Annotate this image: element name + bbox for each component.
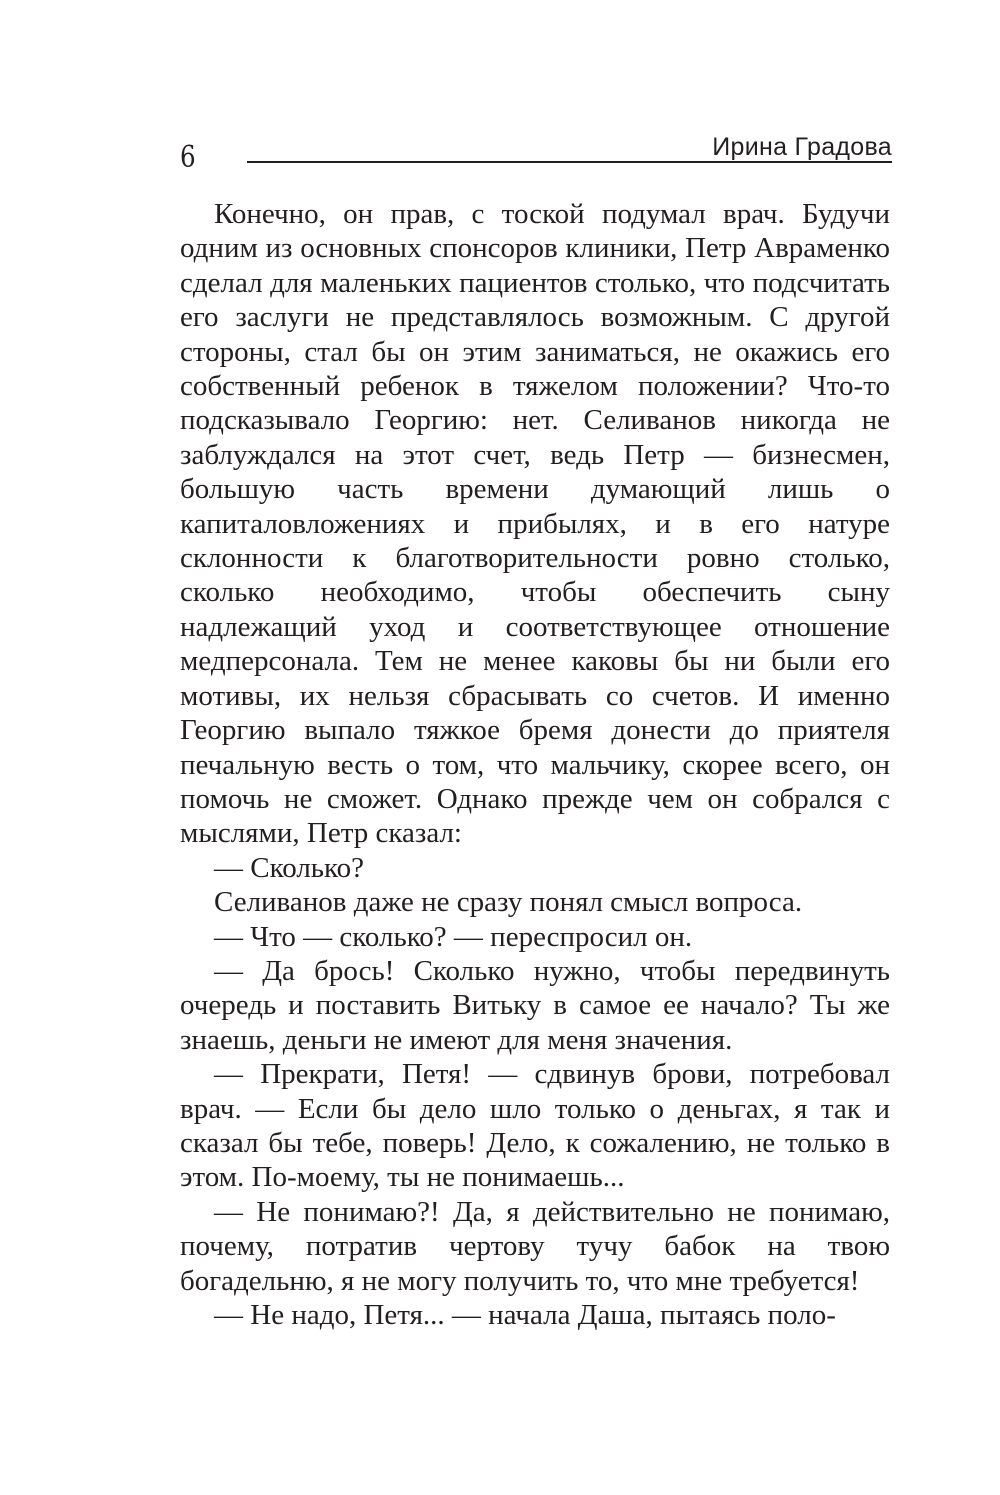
page-number: 6 xyxy=(180,140,196,175)
paragraph-2: — Сколько? xyxy=(214,851,365,884)
body-text xyxy=(180,197,890,1332)
paragraph-3: Селиванов даже не сразу понял смысл вопроса. xyxy=(214,886,803,919)
paragraph-4: — Что — сколько? — переспросил он. xyxy=(214,920,693,953)
paragraph-5: — Да брось! Сколько нужно, чтобы передвинуть очередь и поставить Витьку в самое ее начало? Ты же знаешь, деньги не имеют для меня значения. xyxy=(180,954,890,1056)
running-header-author: Ирина Градова xyxy=(712,133,892,161)
paragraph-6: — Прекрати, Петя! — сдвинув брови, потребовал врач. — Если бы дело шло только о деньгах, я так и сказал бы тебе, поверь! Дело, к сожалению, не только в этом. По-моему, ты не понимаешь... xyxy=(180,1058,890,1194)
header-rule xyxy=(247,161,892,163)
paragraph-1: Конечно, он прав, с тоской подумал врач. Будучи одним из основных спонсоров клиники, Петр Авраменко сделал для маленьких пациентов столько, что подсчитать его заслуги не представлялось возможным. С другой стороны, стал бы он этим заниматься, не окажись его собственный ребенок в тяжелом положении? Что-то подсказывало Георгию: нет. Селиванов никогда не заблуждался на этот счет, ведь Петр — бизнесмен, большую часть времени думающий лишь о капиталовложениях и прибылях, и в его натуре склонности к благотворительности ровно столько, сколько необходимо, чтобы обеспечить сыну надлежащий уход и соответствующее отношение медперсонала. Тем не менее каковы бы ни были его мотивы, их нельзя сбрасывать со счетов. И именно Георгию выпало тяжкое бремя донести до приятеля печальную весть о том, что мальчику, скорее всего, он помочь не сможет. Однако прежде чем он собрался с мыслями, Петр сказал: xyxy=(180,198,890,850)
paragraph-7: — Не понимаю?! Да, я действительно не понимаю, почему, потратив чертову тучу бабок на твою богадельню, я не могу получить то, что мне требуется! xyxy=(180,1195,890,1297)
paragraph-8: — Не надо, Петя... — начала Даша, пытаясь поло- xyxy=(214,1299,836,1331)
